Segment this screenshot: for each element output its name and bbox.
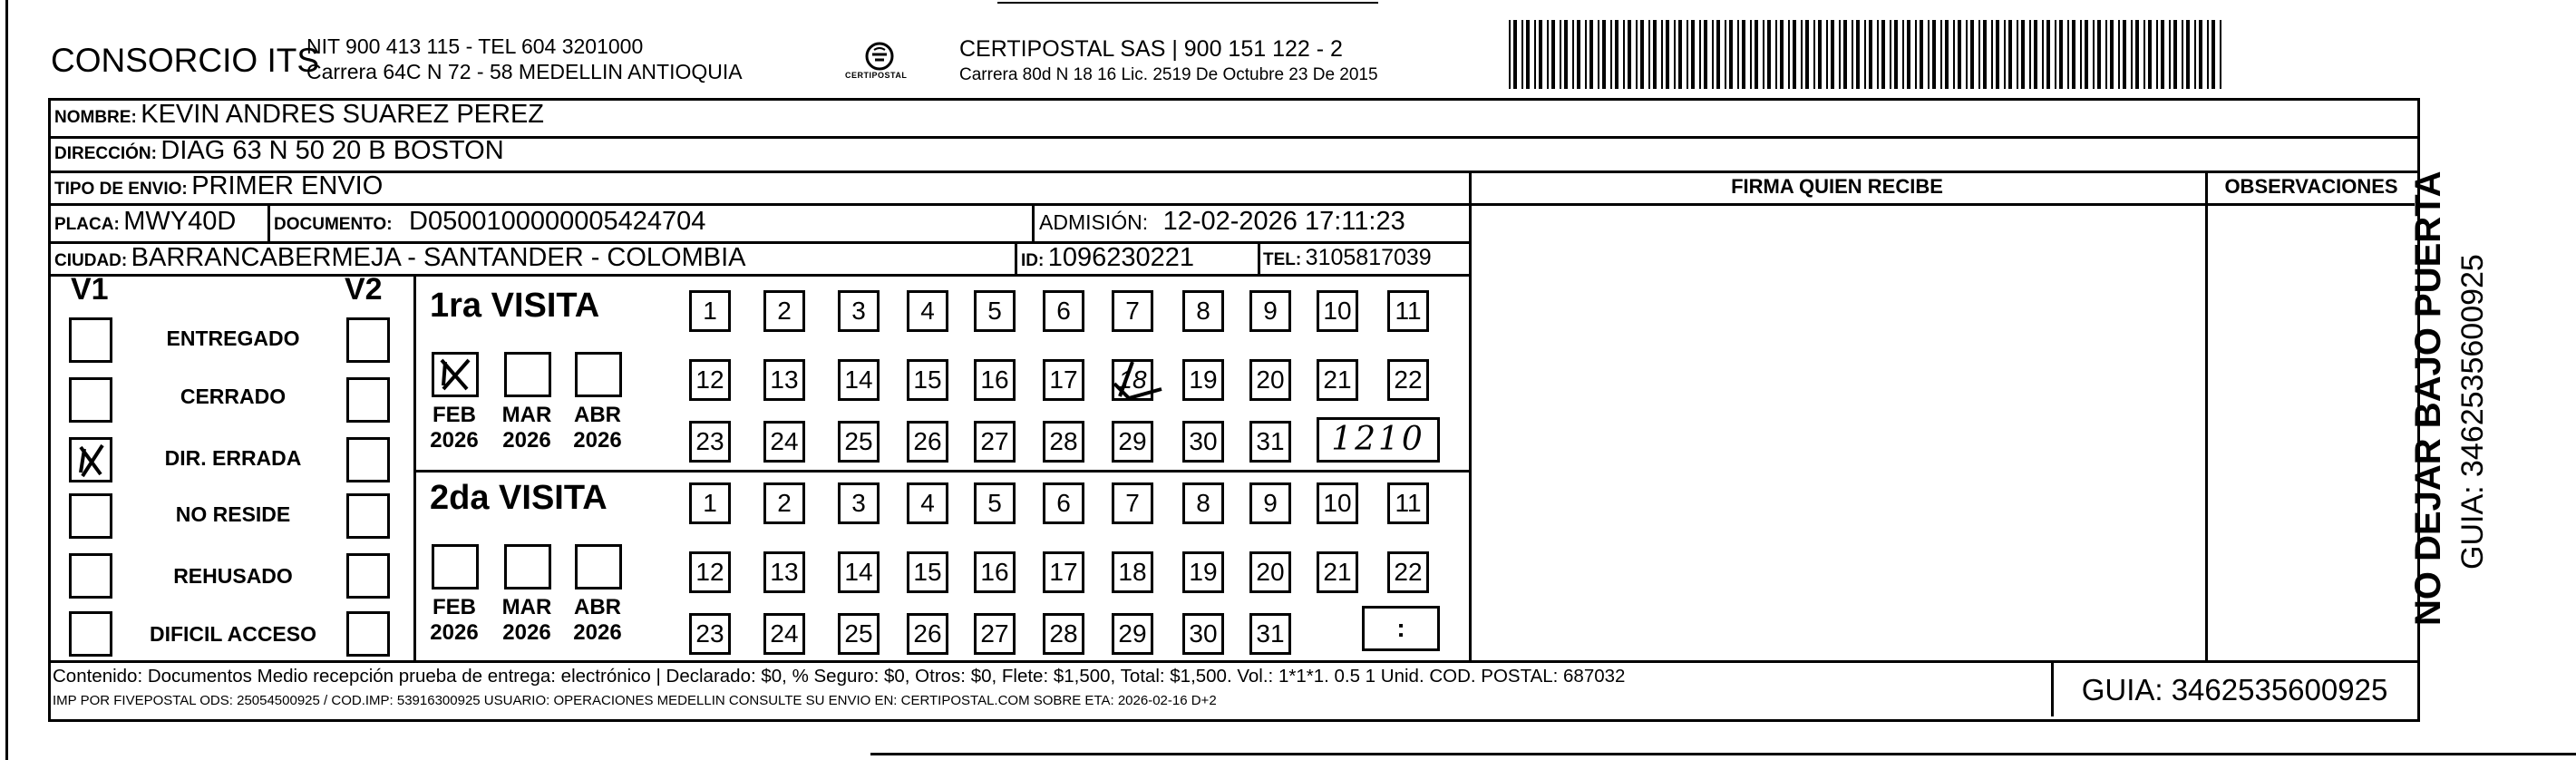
second-visit-day-5[interactable]: 5 [974, 482, 1016, 524]
first-visit-day-3[interactable]: 3 [838, 290, 880, 332]
second-visit-month-feb: FEB 2026 [430, 595, 479, 645]
observations-area[interactable] [2209, 207, 2414, 658]
first-visit-time: 1210 [1331, 421, 1425, 458]
first-visit-month-abr-box[interactable] [575, 352, 622, 397]
city-value: BARRANCABERMEJA - SANTANDER - COLOMBIA [131, 243, 746, 272]
first-visit-day-29[interactable]: 29 [1112, 421, 1153, 463]
first-visit-day-15[interactable]: 15 [907, 359, 948, 401]
second-visit-day-8[interactable]: 8 [1182, 482, 1224, 524]
second-visit-month-feb-box[interactable] [432, 544, 479, 589]
first-visit-day-21[interactable]: 21 [1317, 359, 1358, 401]
handwritten-check-mark [434, 355, 476, 395]
id-value: 1096230221 [1047, 243, 1195, 272]
recipient-name: KEVIN ANDRES SUAREZ PEREZ [141, 100, 545, 129]
send-type-field: TIPO DE ENVIO: PRIMER ENVIO [54, 171, 384, 200]
second-visit-day-25[interactable]: 25 [838, 613, 880, 655]
v1-checkbox-entregado[interactable] [69, 317, 112, 363]
first-visit-day-5[interactable]: 5 [974, 290, 1016, 332]
first-visit-day-14[interactable]: 14 [838, 359, 880, 401]
tel-field: TEL: 3105817039 [1263, 245, 1432, 270]
second-visit-day-9[interactable]: 9 [1249, 482, 1291, 524]
second-visit-month-abr-box[interactable] [575, 544, 622, 589]
page-top-mark [997, 2, 1378, 4]
carrier-address: Carrera 80d N 18 16 Lic. 2519 De Octubre 23 De 2015 [959, 65, 1378, 84]
company-address: Carrera 64C N 72 - 58 MEDELLIN ANTIOQUIA [306, 60, 743, 83]
first-visit-day-30[interactable]: 30 [1182, 421, 1224, 463]
first-visit-day-25[interactable]: 25 [838, 421, 880, 463]
side-guia: GUIA: 3462535600925 [2455, 254, 2490, 570]
handwritten-check-mark [72, 440, 110, 480]
second-visit-day-26[interactable]: 26 [907, 613, 948, 655]
side-warning: NO DEJAR BAJO PUERTA [2408, 171, 2448, 626]
first-visit-day-18[interactable]: 18 [1112, 359, 1153, 401]
second-visit-day-29[interactable]: 29 [1112, 613, 1153, 655]
second-visit-day-20[interactable]: 20 [1249, 551, 1291, 593]
page-bottom-border [870, 753, 2576, 755]
first-visit-day-31[interactable]: 31 [1249, 421, 1291, 463]
v2-checkbox-dificil-acceso[interactable] [346, 611, 390, 657]
first-visit-day-10[interactable]: 10 [1317, 290, 1358, 332]
second-visit-month-mar-box[interactable] [504, 544, 551, 589]
observaciones-header: OBSERVACIONES [2224, 175, 2398, 198]
second-visit-day-3[interactable]: 3 [838, 482, 880, 524]
v2-checkbox-cerrado[interactable] [346, 377, 390, 423]
first-visit-day-22[interactable]: 22 [1387, 359, 1429, 401]
v1-checkbox-dir-errada[interactable] [69, 437, 112, 482]
first-visit-time-box[interactable] [1317, 417, 1440, 463]
footer-guia: GUIA: 3462535600925 [2081, 673, 2388, 706]
first-visit-day-17[interactable]: 17 [1043, 359, 1084, 401]
first-visit-day-26[interactable]: 26 [907, 421, 948, 463]
document-value: D0500100000005424704 [409, 207, 706, 236]
status-no-reside: NO RESIDE [175, 502, 291, 526]
barcode [1507, 20, 2232, 89]
first-visit-day-19[interactable]: 19 [1182, 359, 1224, 401]
second-visit-month-mar: MAR 2026 [501, 595, 552, 645]
second-visit-day-15[interactable]: 15 [907, 551, 948, 593]
first-visit-day-13[interactable]: 13 [763, 359, 805, 401]
status-dificil-acceso: DIFICIL ACCESO [149, 622, 316, 646]
signature-area[interactable] [1473, 207, 2203, 658]
second-visit-day-16[interactable]: 16 [974, 551, 1016, 593]
first-visit-day-12[interactable]: 12 [689, 359, 731, 401]
certipostal-logo-icon [848, 36, 911, 91]
first-visit-month-mar-box[interactable] [504, 352, 551, 397]
v1-checkbox-dificil-acceso[interactable] [69, 611, 112, 657]
first-visit-month-abr: ABR 2026 [573, 403, 622, 453]
first-visit-month-feb: FEB 2026 [430, 403, 479, 453]
company-nit-tel: NIT 900 413 115 - TEL 604 3201000 [306, 34, 644, 58]
status-rehusado: REHUSADO [173, 564, 293, 588]
second-visit-day-11[interactable]: 11 [1387, 482, 1429, 524]
carrier-name: CERTIPOSTAL SAS | 900 151 122 - 2 [959, 36, 1343, 62]
v2-checkbox-entregado[interactable] [346, 317, 390, 363]
footer-contents: Contenido: Documentos Medio recepción prueba de entrega: electrónico | Declarado: $0, % Seguro: $0, Otros: $0, Flete: $1,500, Total: $1,500. Vol.: 1*1*1. 0.5 1 Unid. COD. POSTAL: 687032 [53, 666, 1626, 687]
second-visit-day-13[interactable]: 13 [763, 551, 805, 593]
v2-checkbox-no-reside[interactable] [346, 493, 390, 539]
second-visit-day-6[interactable]: 6 [1043, 482, 1084, 524]
tel-value: 3105817039 [1305, 245, 1432, 270]
footer-imp: IMP POR FIVEPOSTAL ODS: 25054500925 / COD.IMP: 53916300925 USUARIO: OPERACIONES MEDELLIN CONSULTE SU ENVIO EN: CERTIPOSTAL.COM SOBRE ETA: 2026-02-16 D+2 [53, 693, 1217, 708]
first-visit-title: 1ra VISITA [430, 287, 600, 325]
plate-field: PLACA: MWY40D [54, 207, 237, 236]
second-visit-day-4[interactable]: 4 [907, 482, 948, 524]
first-visit-day-1[interactable]: 1 [689, 290, 731, 332]
first-visit-day-6[interactable]: 6 [1043, 290, 1084, 332]
plate-value: MWY40D [123, 207, 237, 236]
handwritten-check-mark [1111, 356, 1165, 404]
second-visit-day-10[interactable]: 10 [1317, 482, 1358, 524]
v2-checkbox-rehusado[interactable] [346, 553, 390, 599]
v2-label: V2 [345, 272, 383, 307]
v2-checkbox-dir-errada[interactable] [346, 437, 390, 482]
second-visit-day-1[interactable]: 1 [689, 482, 731, 524]
second-visit-day-18[interactable]: 18 [1112, 551, 1153, 593]
second-visit-day-2[interactable]: 2 [763, 482, 805, 524]
second-visit-month-abr: ABR 2026 [573, 595, 622, 645]
second-visit-day-12[interactable]: 12 [689, 551, 731, 593]
first-visit-day-23[interactable]: 23 [689, 421, 731, 463]
second-visit-day-30[interactable]: 30 [1182, 613, 1224, 655]
firma-header: FIRMA QUIEN RECIBE [1731, 175, 1943, 198]
second-visit-day-27[interactable]: 27 [974, 613, 1016, 655]
second-visit-day-7[interactable]: 7 [1112, 482, 1153, 524]
second-visit-day-28[interactable]: 28 [1043, 613, 1084, 655]
first-visit-day-2[interactable]: 2 [763, 290, 805, 332]
v1-checkbox-rehusado[interactable] [69, 553, 112, 599]
first-visit-day-28[interactable]: 28 [1043, 421, 1084, 463]
first-visit-month-feb-box[interactable] [432, 352, 479, 397]
address-field: DIRECCIÓN: DIAG 63 N 50 20 B BOSTON [54, 136, 504, 165]
status-cerrado: CERRADO [180, 385, 287, 408]
second-visit-time: : [1396, 614, 1405, 642]
v1-checkbox-cerrado[interactable] [69, 377, 112, 423]
second-visit-title: 2da VISITA [430, 479, 608, 517]
second-visit-day-22[interactable]: 22 [1387, 551, 1429, 593]
id-field: ID: 1096230221 [1021, 243, 1195, 272]
second-visit-day-14[interactable]: 14 [838, 551, 880, 593]
document-field: DOCUMENTO: D0500100000005424704 [274, 207, 706, 236]
second-visit-time-box[interactable] [1362, 606, 1440, 651]
first-visit-month-mar: MAR 2026 [501, 403, 552, 453]
first-visit-day-9[interactable]: 9 [1249, 290, 1291, 332]
city-field: CIUDAD: BARRANCABERMEJA - SANTANDER - COLOMBIA [54, 243, 746, 272]
company-name: CONSORCIO ITS [51, 42, 320, 79]
second-visit-day-17[interactable]: 17 [1043, 551, 1084, 593]
first-visit-day-16[interactable]: 16 [974, 359, 1016, 401]
status-dir-errada: DIR. ERRADA [164, 446, 302, 470]
v1-checkbox-no-reside[interactable] [69, 493, 112, 539]
logo-caption: CERTIPOSTAL [845, 71, 908, 80]
admission-value: 12-02-2026 17:11:23 [1162, 207, 1405, 236]
first-visit-day-7[interactable]: 7 [1112, 290, 1153, 332]
second-visit-day-19[interactable]: 19 [1182, 551, 1224, 593]
first-visit-day-8[interactable]: 8 [1182, 290, 1224, 332]
first-visit-day-20[interactable]: 20 [1249, 359, 1291, 401]
second-visit-day-21[interactable]: 21 [1317, 551, 1358, 593]
first-visit-day-11[interactable]: 11 [1387, 290, 1429, 332]
first-visit-day-27[interactable]: 27 [974, 421, 1016, 463]
name-field: NOMBRE: KEVIN ANDRES SUAREZ PEREZ [54, 100, 545, 129]
status-entregado: ENTREGADO [166, 326, 300, 350]
v1-label: V1 [71, 272, 109, 307]
send-type: PRIMER ENVIO [191, 171, 384, 200]
second-visit-day-24[interactable]: 24 [763, 613, 805, 655]
first-visit-day-4[interactable]: 4 [907, 290, 948, 332]
second-visit-day-23[interactable]: 23 [689, 613, 731, 655]
page-left-border [5, 0, 8, 760]
recipient-address: DIAG 63 N 50 20 B BOSTON [160, 136, 504, 165]
second-visit-day-31[interactable]: 31 [1249, 613, 1291, 655]
admission-field: ADMISIÓN: 12-02-2026 17:11:23 [1039, 207, 1405, 236]
first-visit-day-24[interactable]: 24 [763, 421, 805, 463]
